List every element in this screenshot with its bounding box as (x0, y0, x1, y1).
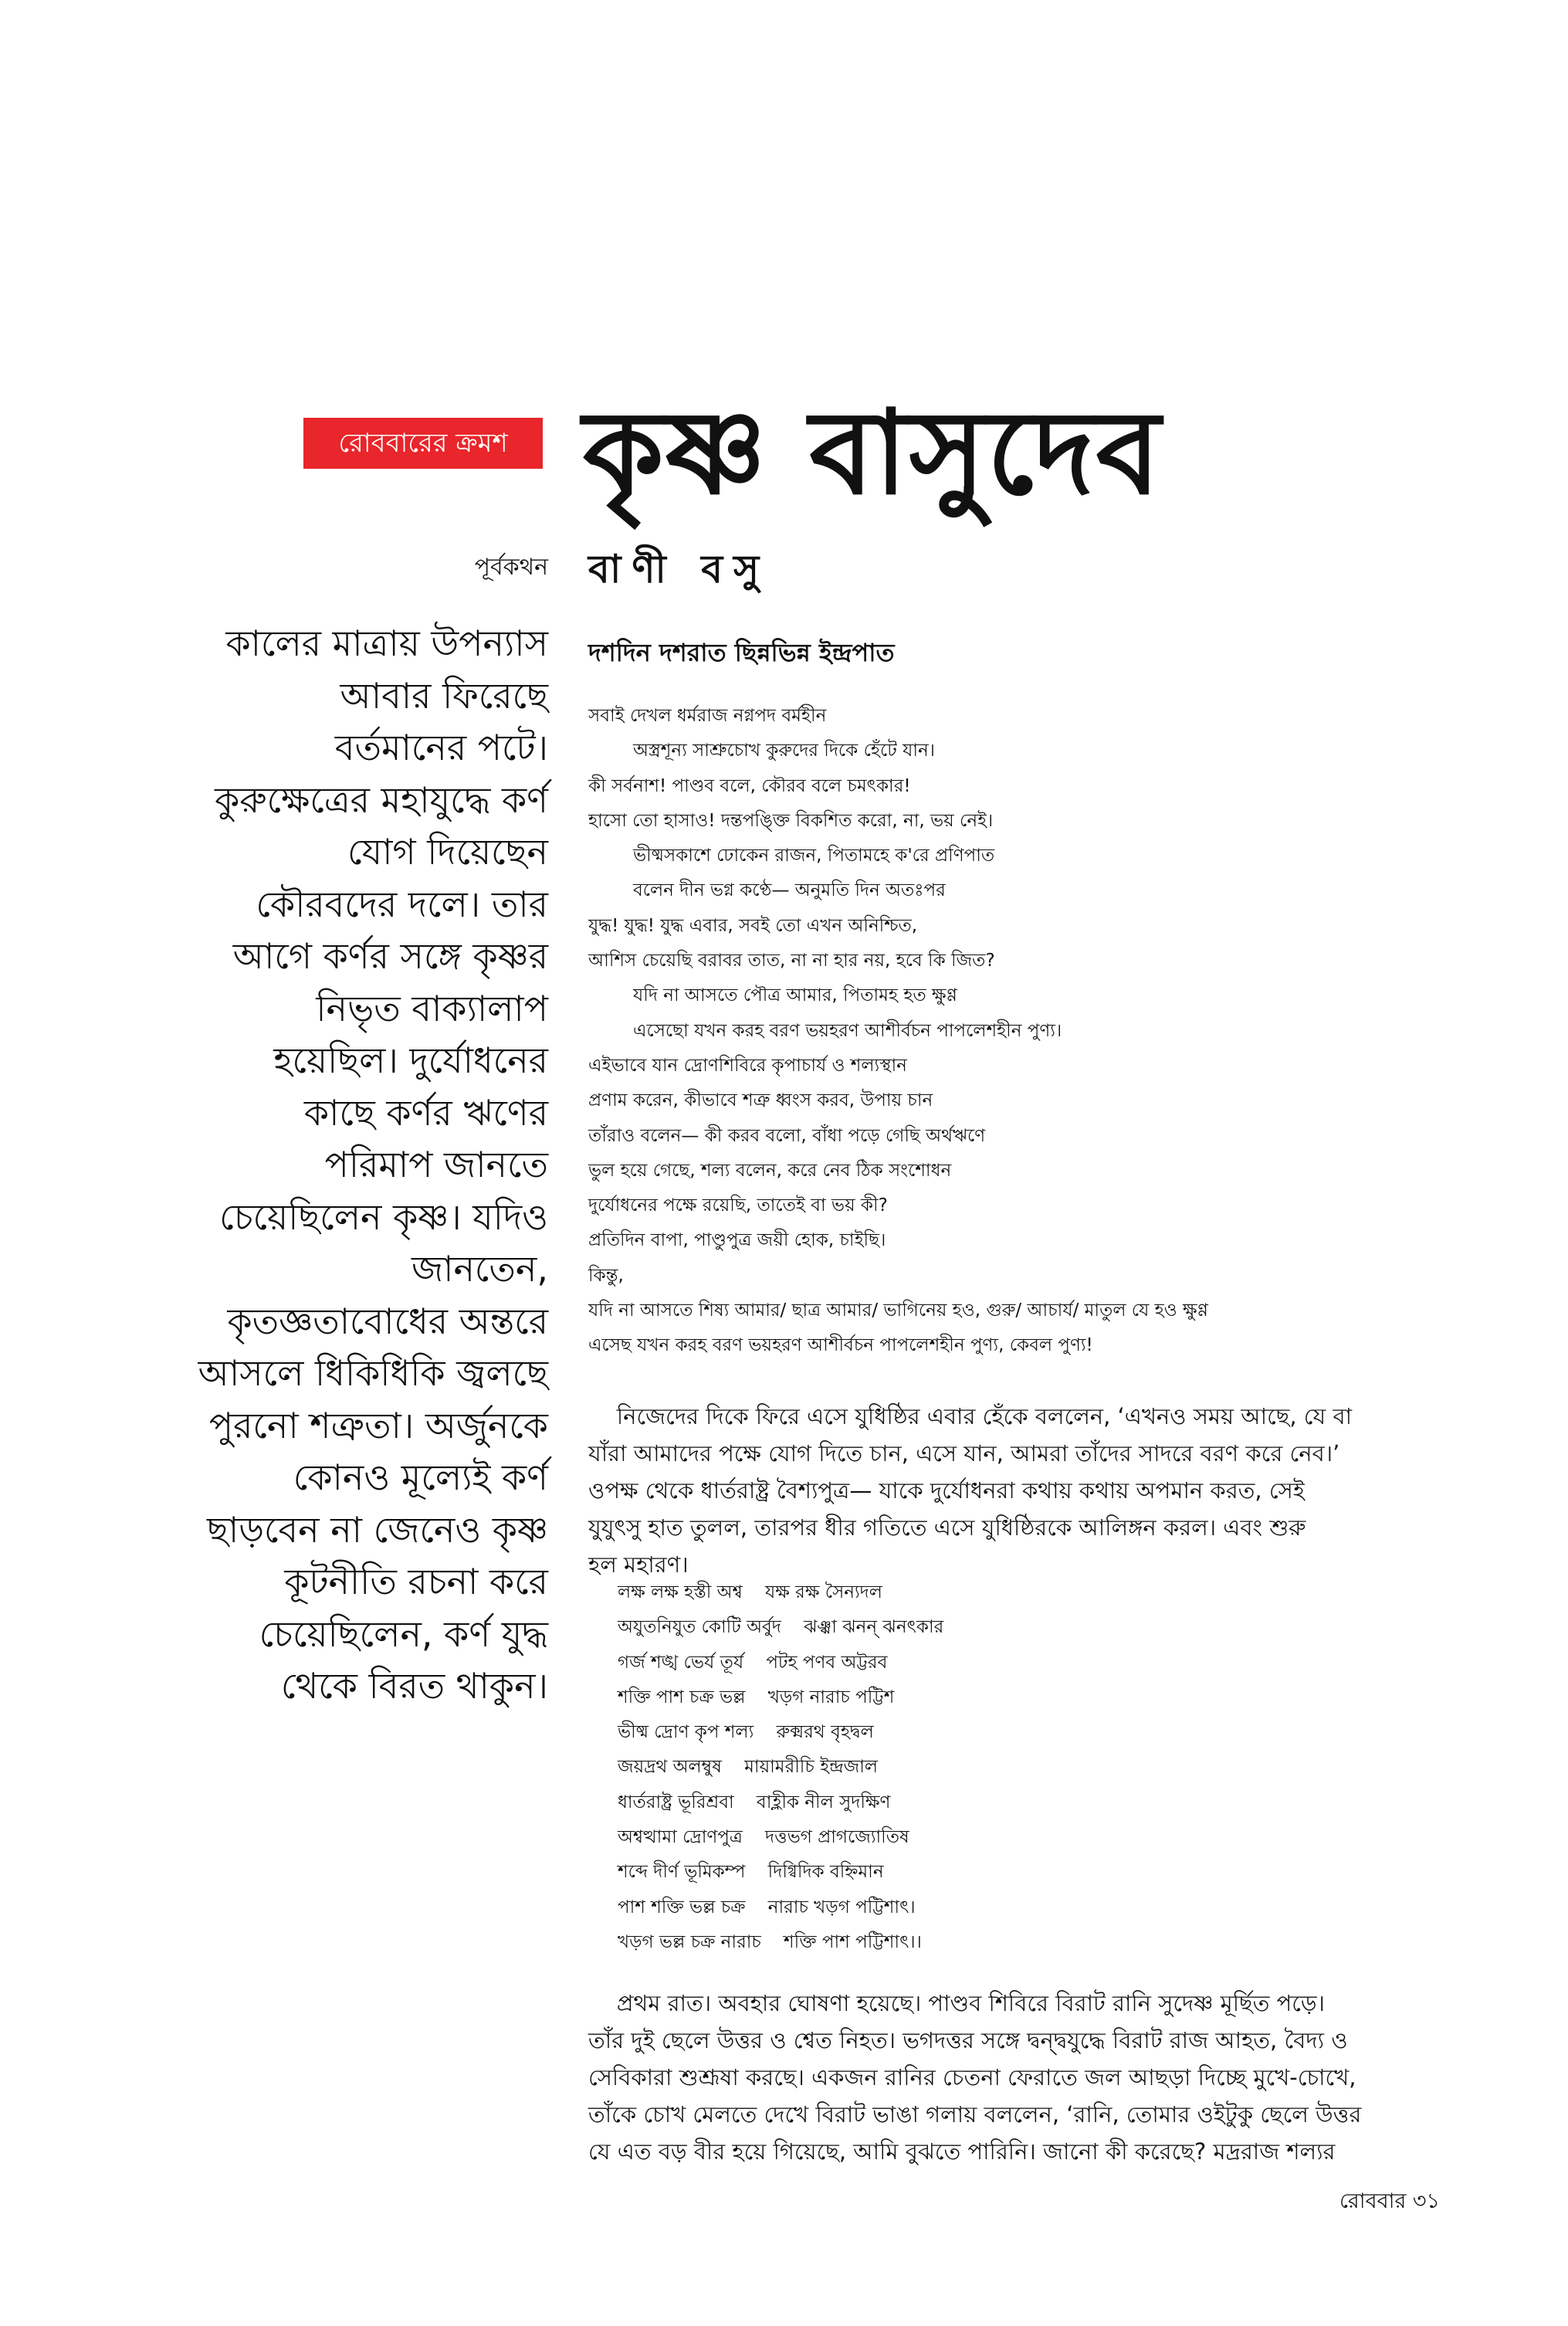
poem-line: ভীষ্মসকাশে ঢোকেন রাজন, পিতামহে ক'রে প্রণিপাত (633, 846, 995, 866)
prose-line: যুযুৎসু হাত তুলল, তারপর ধীর গতিতে এসে যুধিষ্ঠিরকে আলিঙ্গন করল। এবং শুরু (588, 1514, 1306, 1541)
poem-line: লক্ষ লক্ষ হস্তী অশ্ব যক্ষ রক্ষ সৈন্যদল (618, 1582, 882, 1602)
synopsis-line: কাছে কর্ণর ঋণের (303, 1091, 548, 1134)
synopsis-line: পরিমাপ জানতে (324, 1144, 548, 1185)
prose-line: সেবিকারা শুশ্রূষা করছে। একজন রানির চেতনা ফেরাতে জল আছড়া দিচ্ছে মুখে-চোখে, (588, 2064, 1356, 2090)
prose-line: প্রথম রাত। অবহার ঘোষণা হয়েছে। পাণ্ডব শিবিরে বিরাট রানি সুদেষ্ণ মূর্ছিত পড়ে। (588, 1990, 1326, 2016)
prose-paragraph-2 (588, 1985, 1461, 2170)
poem-line: হাসো তো হাসাও! দন্তপঙ্ক্তি বিকশিত করো, না, ভয় নেই। (588, 810, 994, 831)
poem-line: যদি না আসতে শিষ্য আমার/ ছাত্র আমার/ ভাগিনেয় হও, গুরু/ আচার্য/ মাতুল যে হও ক্ষুণ্ণ (588, 1300, 1208, 1321)
synopsis-line: কৃতজ্ঞতাবোধের অন্তরে (227, 1300, 548, 1342)
poem-line: অস্ত্রশূন্য সাশ্রুচোখ কুরুদের দিকে হেঁটে যান। (633, 741, 935, 761)
poem-line: ধার্তরাষ্ট্র ভূরিশ্রবা বাহ্লীক নীল সুদক্ষিণ (618, 1792, 891, 1812)
synopsis-line: আসলে ধিকিধিকি জ্বলছে (198, 1352, 548, 1394)
poem-line: বলেন দীন ভগ্ন কণ্ঠে— অনুমতি দিন অতঃপর (633, 880, 946, 901)
synopsis-line: আবার ফিরেছে (340, 674, 548, 717)
poem-line: আশিস চেয়েছি বরাবর তাত, না না হার নয়, হবে কি জিত? (588, 951, 995, 971)
synopsis-line: কোনও মূল্যেই কর্ণ (293, 1456, 548, 1498)
poem-line: সবাই দেখল ধর্মরাজ নগ্নপদ বর্মহীন (588, 706, 827, 726)
synopsis-line: পুরনো শত্রুতা। অর্জুনকে (208, 1404, 548, 1446)
poem-line: তাঁরাও বলেন— কী করব বলো, বাঁধা পড়ে গেছি অর্থঋণে (588, 1125, 986, 1146)
poem-line: গর্জ শঙ্খ ভের্য তূর্য পটহ পণব অট্টরব (618, 1652, 888, 1673)
synopsis-line: কুরুক্ষেত্রের মহাযুদ্ধে কর্ণ (215, 778, 548, 821)
poem-line: খড়গ ভল্ল চক্র নারাচ শক্তি পাশ পট্টিশাৎ।। (618, 1931, 922, 1952)
prose-paragraph-1 (588, 1398, 1461, 1583)
poem-line: অশ্বত্থামা দ্রোণপুত্র দত্তভগ প্রাগজ্যোতিষ (618, 1827, 909, 1848)
poem-line: শব্দে দীর্ণ ভূমিকম্প দিগ্বিদিক বহ্নিমান (618, 1862, 884, 1883)
prose-line: হল মহারণ। (588, 1551, 689, 1578)
synopsis-line: থেকে বিরত থাকুন। (280, 1665, 548, 1707)
poem-line: যদি না আসতে পৌত্র আমার, পিতামহ হত ক্ষুণ্ণ (633, 985, 957, 1006)
poem-line: এসেছো যখন করহ বরণ ভয়হরণ আশীর্বচন পাপলেশহীন পুণ্য। (633, 1020, 1062, 1041)
synopsis-line: যোগ দিয়েছেন (347, 831, 548, 873)
serial-title: কৃষ্ণ বাসুদেব (583, 386, 1163, 520)
poem-line: প্রণাম করেন, কীভাবে শত্রু ধ্বংস করব, উপায় চান (588, 1090, 933, 1111)
poem-line: এসেছ যখন করহ বরণ ভয়হরণ আশীর্বচন পাপলেশহীন পুণ্য, কেবল পুণ্য! (588, 1335, 1093, 1356)
synopsis-column (116, 618, 548, 1713)
synopsis-line: হয়েছিল। দুর্যোধনের (273, 1039, 548, 1081)
synopsis-line: চেয়েছিলেন, কর্ণ যুদ্ধ (259, 1612, 548, 1655)
poem-line: পাশ শক্তি ভল্ল চক্র নারাচ খড়গ পট্টিশাৎ। (618, 1897, 916, 1917)
prose-line: তাঁকে চোখ মেলতে দেখে বিরাট ভাঙা গলায় বললেন, ‘রানি, তোমার ওইটুকু ছেলে উত্তর (588, 2101, 1362, 2128)
page-folio: রোববার ৩১ (1339, 2189, 1440, 2213)
poem-line: দুর্যোধনের পক্ষে রয়েছি, তাতেই বা ভয় কী? (588, 1195, 888, 1216)
synopsis-line: আগে কর্ণর সঙ্গে কৃষ্ণর (232, 935, 548, 977)
poem-line: জয়দ্রথ অলম্বুষ মায়ামরীচি ইন্দ্রজাল (618, 1757, 879, 1778)
poem-block-1 (588, 699, 1438, 1364)
poem-line: ভীষ্ম দ্রোণ কৃপ শল্য রুক্মরথ বৃহদ্বল (618, 1722, 874, 1743)
synopsis-line: জানতেন, (411, 1248, 548, 1290)
synopsis-line: চেয়েছিলেন কৃষ্ণ। যদিও (219, 1195, 548, 1238)
prose-line: নিজেদের দিকে ফিরে এসে যুধিষ্ঠির এবার হেঁকে বললেন, ‘এখনও সময় আছে, যে বা (588, 1403, 1353, 1429)
synopsis-line: কৌরবদের দলে। তার (256, 883, 548, 925)
author-name: বাণী বসু (588, 547, 770, 592)
prose-line: তাঁর দুই ছেলে উত্তর ও শ্বেত নিহত। ভগদত্তর সঙ্গে দ্বন্দ্বযুদ্ধে বিরাট রাজ আহত, বৈদ্য ও (588, 2027, 1348, 2053)
poem-line: কিন্তু, (588, 1265, 624, 1286)
chapter-heading: দশদিন দশরাত ছিন্নভিন্ন ইন্দ্রপাত (588, 638, 895, 667)
poem-line: ভুল হয়ে গেছে, শল্য বলেন, করে নেব ঠিক সংশোধন (588, 1160, 952, 1181)
synopsis-line: বর্তমানের পটে। (334, 727, 548, 768)
prose-line: যে এত বড় বীর হয়ে গিয়েছে, আমি বুঝতে পারিনি। জানো কী করেছে? মদ্ররাজ শল্যর (588, 2138, 1336, 2165)
synopsis-line: নিভৃত বাক্যালাপ (316, 987, 548, 1029)
poem-block-2 (618, 1575, 1390, 1960)
poem-line: অযুতনিযুত কোটি অর্বুদ ঝঞ্ঝা ঝনন্‌ ঝনৎকার (618, 1617, 944, 1638)
synopsis-line: কালের মাত্রায় উপন্যাস (225, 622, 548, 664)
poem-line: যুদ্ধ! যুদ্ধ! যুদ্ধ এবার, সবই তো এখন অনিশ্চিত, (588, 915, 918, 936)
poem-line: প্রতিদিন বাপা, পাণ্ডুপুত্র জয়ী হোক, চাইছি। (588, 1230, 886, 1251)
prelude-label: পূর্বকথন (474, 554, 548, 581)
prose-line: ওপক্ষ থেকে ধার্তরাষ্ট্র বৈশ্যপুত্র— যাকে দুর্যোধনরা কথায় কথায় অপমান করত, সেই (588, 1477, 1305, 1504)
synopsis-line: কূটনীতি রচনা করে (284, 1561, 548, 1602)
poem-line: এইভাবে যান দ্রোণশিবিরে কৃপাচার্য ও শল্যস্থান (588, 1055, 907, 1076)
synopsis-line: ছাড়বেন না জেনেও কৃষ্ণ (206, 1508, 548, 1551)
series-badge: রোববারের ক্রমশ (303, 418, 543, 469)
poem-line: শক্তি পাশ চক্র ভল্ল খড়গ নারাচ পট্টিশ (618, 1687, 895, 1707)
prose-line: যাঁরা আমাদের পক্ষে যোগ দিতে চান, এসে যান, আমরা তাঁদের সাদরে বরণ করে নেব।’ (588, 1440, 1340, 1466)
poem-line: কী সর্বনাশ! পাণ্ডব বলে, কৌরব বলে চমৎকার! (588, 775, 911, 796)
